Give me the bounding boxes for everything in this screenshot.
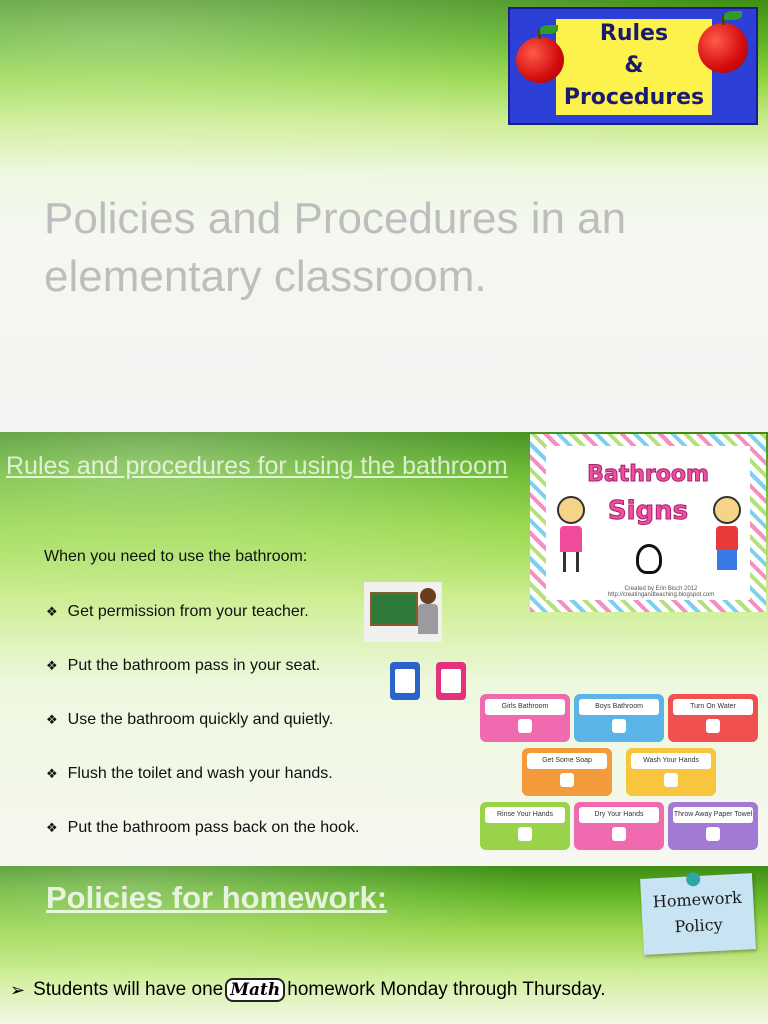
bathroom-steps-cards [478,690,768,862]
bathroom-heading[interactable]: Rules and procedures for using the bathroom [6,452,508,480]
slide-bathroom [0,432,768,866]
chalkboard-icon [370,592,418,626]
slide-homework [0,866,768,1024]
bathroom-signs-image [530,434,766,612]
toilet-icon [636,544,662,574]
step-card: Turn On Water [668,694,758,742]
step-card: Wash Your Hands [626,748,716,796]
step-card: Rinse Your Hands [480,802,570,850]
bathroom-bullet: ❖ Flush the toilet and wash your hands. [46,765,333,782]
bathroom-signs-title: Bathroom [587,462,709,487]
slide-title [0,0,768,432]
sign-line-amp: & [624,53,644,78]
homework-bullet: ➢ Students will have one Math homework Monday through Thursday. [10,979,606,1001]
homework-policy-note: Homework Policy [640,873,756,955]
boy-icon [712,496,742,576]
diamond-bullet-icon: ❖ [46,604,58,620]
bathroom-bullet: ❖ Put the bathroom pass back on the hook. [46,819,360,836]
rules-procedures-image [508,7,758,125]
diamond-bullet-icon: ❖ [46,712,58,728]
bathroom-pass-icon [436,662,466,700]
step-card: Boys Bathroom [574,694,664,742]
girl-icon [556,496,586,576]
bathroom-lead: When you need to use the bathroom: [44,548,308,565]
step-card: Girls Bathroom [480,694,570,742]
sign-line-procedures: Procedures [563,85,705,110]
teacher-chalkboard-image [364,582,442,642]
bathroom-pass-icon [390,662,420,700]
arrow-bullet-icon: ➢ [10,979,26,1001]
sign-line-rules: Rules [599,21,669,46]
pushpin-icon [686,872,701,887]
step-card: Throw Away Paper Towel [668,802,758,850]
bathroom-bullet: ❖ Get permission from your teacher. [46,603,309,620]
bathroom-signs-credit: Created by Erin Bisch 2012 http://creatingandteaching.blogspot.com [607,586,715,598]
bathroom-bullet: ❖ Use the bathroom quickly and quietly. [46,711,334,728]
diamond-bullet-icon: ❖ [46,766,58,782]
step-card: Get Some Soap [522,748,612,796]
bathroom-signs-subtitle: Signs [607,496,689,526]
slide-title-text: Policies and Procedures in an elementary classroom. [44,194,627,301]
step-card: Dry Your Hands [574,802,664,850]
homework-heading[interactable]: Policies for homework: [46,880,388,915]
math-word-image: Math [225,978,285,1002]
diamond-bullet-icon: ❖ [46,820,58,836]
bathroom-bullet: ❖ Put the bathroom pass in your seat. [46,657,321,674]
diamond-bullet-icon: ❖ [46,658,58,674]
